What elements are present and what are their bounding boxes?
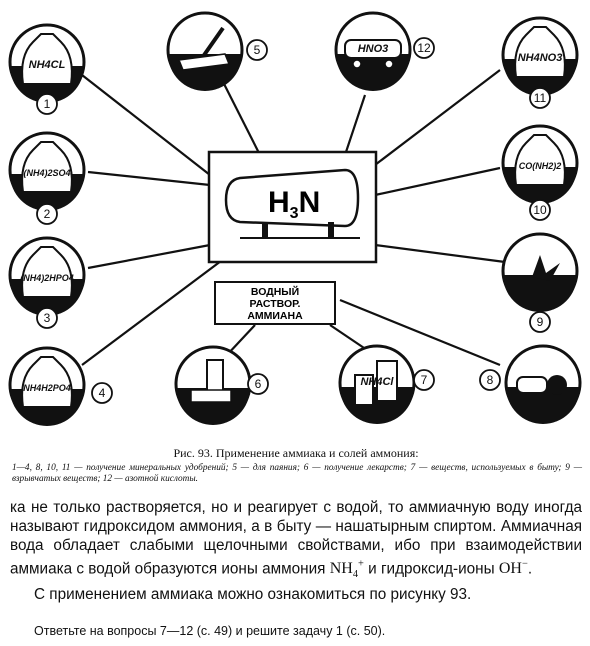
item-formula: (NH4)2SO4 — [23, 168, 71, 178]
aqueous-solution-box — [215, 282, 335, 324]
center-ammonia-box — [209, 152, 376, 262]
item-number: 5 — [253, 43, 261, 57]
item-11 — [503, 18, 577, 108]
item-10 — [503, 126, 577, 220]
item-9 — [503, 234, 577, 332]
center-box-line-3: АММИАНА — [247, 310, 303, 322]
pill-pack-icon — [191, 390, 231, 402]
paragraph-1: ка не только растворяется, но и реагирует с водой, то аммиачную воду иногда называют гидроксидом аммония, а в быту — нашатырным спиртом. Аммиачная вода обладает слабыми щелочными свойствами, ибо при взаимодействии аммиака с водой образуются ионы аммония $NH_4^+$ и гидроксид-ионы OH−. — [10, 499, 582, 581]
item-number: 11 — [533, 91, 547, 105]
item-number: 1 — [43, 97, 51, 111]
item-formula: NH4Cl — [360, 376, 394, 388]
tractor-tank-icon — [517, 377, 547, 393]
item-formula: NH4NO3 — [517, 52, 563, 64]
tractor-wheel-icon — [547, 375, 567, 395]
figure-legend: 1—4, 8, 10, 11 — получение минеральных удобрений; 5 — для паяния; 6 — получение лекарств; 7 — веществ, используемых в быту; 9 — взрывчатых веществ; 12 — азотной кислоты. — [12, 463, 582, 484]
item-6 — [176, 347, 268, 425]
item-3 — [10, 238, 84, 328]
paragraph-2: С применением аммиака можно ознакомиться по рисунку 93. — [34, 585, 472, 603]
body-text — [10, 498, 582, 604]
item-number: 8 — [486, 373, 494, 387]
item-number: 12 — [417, 41, 431, 55]
item-number: 10 — [533, 203, 547, 217]
item-number: 7 — [420, 373, 428, 387]
item-4 — [10, 348, 112, 426]
item-formula: (NH4)2HPO4 — [20, 273, 74, 283]
item-formula: NH4H2PO4 — [23, 383, 71, 393]
item-number: 3 — [43, 311, 51, 325]
assignment-line: Ответьте на вопросы 7—12 (с. 49) и решите задачу 1 (с. 50). — [34, 624, 386, 638]
item-8 — [480, 346, 580, 424]
item-2 — [10, 133, 84, 224]
item-number: 9 — [536, 315, 544, 329]
item-number: 2 — [43, 207, 51, 221]
center-formula: $H_3N$ — [268, 186, 321, 222]
item-formula: NH4CL — [28, 59, 66, 71]
item-7 — [340, 346, 434, 424]
item-12 — [336, 13, 434, 91]
item-number: 6 — [254, 377, 262, 391]
item-formula: CO(NH2)2 — [518, 161, 562, 171]
item-formula: HNO3 — [357, 43, 389, 55]
item-number: 4 — [98, 386, 106, 400]
item-5 — [168, 13, 267, 91]
item-1 — [10, 25, 84, 114]
center-box-line-2: РАСТВОР. — [249, 298, 301, 310]
figure-caption: Рис. 93. Применение аммиака и солей аммония: — [173, 446, 419, 460]
center-box-line-1: ВОДНЫЙ — [250, 286, 300, 298]
